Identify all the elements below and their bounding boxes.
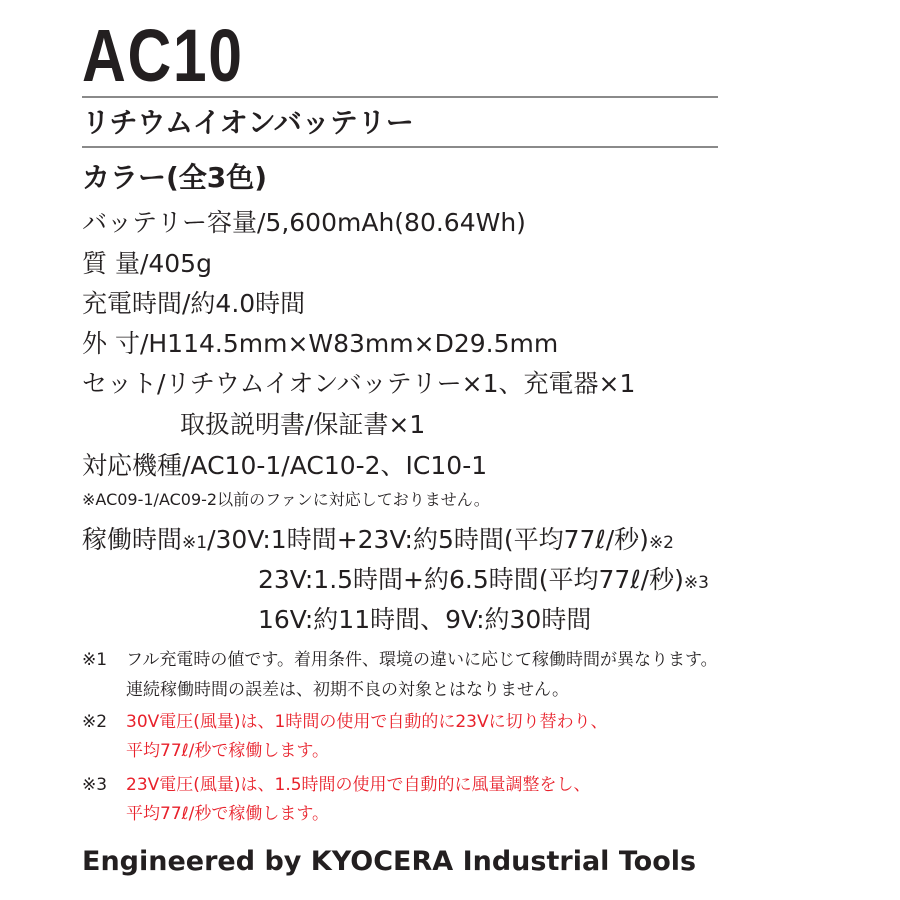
runtime-label: 稼働時間 [82,525,183,554]
divider-bottom [82,146,718,148]
model-title: AC10 [82,14,244,97]
spec-dimensions: 外 寸/H114.5mm×W83mm×D29.5mm [82,329,559,358]
spec-capacity: バッテリー容量/5,600mAh(80.64Wh) [82,208,526,237]
color-heading: カラー(全3色) [82,161,268,194]
spec-runtime-line3: 16V:約11時間、9V:約30時間 [258,605,592,634]
divider-top [82,96,718,98]
spec-set-contents: セット/リチウムイオンバッテリー×1、充電器×1 [82,369,636,398]
footnote-1-text: フル充電時の値です。着用条件、環境の違いに応じて稼働時間が異なります。 [126,650,718,670]
footnote-2-text: 30V電圧(風量)は、1時間の使用で自動的に23Vに切り替わり、 [126,712,608,732]
product-name: リチウムイオンバッテリー [82,106,414,139]
footer-brand: Engineered by KYOCERA Industrial Tools [82,846,697,877]
runtime-label-mark: ※1 [182,533,208,553]
footnote-1-text-cont: 連続稼働時間の誤差は、初期不良の対象とはなりません。 [126,680,570,700]
spec-set-contents-cont: 取扱説明書/保証書×1 [180,410,426,439]
footnote-3-text-cont: 平均77ℓ/秒で稼働します。 [126,804,330,824]
spec-runtime-line2 [258,562,709,601]
runtime-mark-3: ※3 [683,573,709,593]
spec-charge-time: 充電時間/約4.0時間 [82,289,306,318]
runtime-mark-2: ※2 [648,533,674,553]
footnote-3-text: 23V電圧(風量)は、1.5時間の使用で自動的に風量調整をし、 [126,775,591,795]
spec-compatible-models: 対応機種/AC10-1/AC10-2、IC10-1 [82,451,488,480]
footnote-1-mark: ※1 [82,650,108,670]
compatibility-note: ※AC09-1/AC09-2以前のファンに対応しておりません。 [82,490,490,509]
spec-weight: 質 量/405g [82,249,212,278]
footnote-3-mark: ※3 [82,775,108,795]
runtime-value-2: 23V:1.5時間+約6.5時間(平均77ℓ/秒) [258,565,684,594]
runtime-value-1: /30V:1時間+23V:約5時間(平均77ℓ/秒) [207,525,649,554]
spec-runtime-line1 [82,522,674,561]
footnote-2-mark: ※2 [82,712,108,732]
footnote-2-text-cont: 平均77ℓ/秒で稼働します。 [126,741,330,761]
